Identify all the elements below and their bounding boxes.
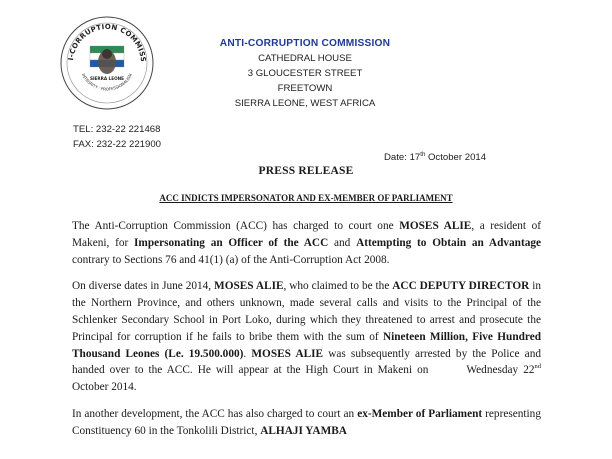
text-run: The Anti-Corruption Commission (ACC) has charged to court one <box>72 220 400 232</box>
text-run: October 2014. <box>72 381 137 394</box>
address-line: 3 GLOUCESTER STREET <box>247 68 363 79</box>
text-run: was subsequently arrested by the Police and handed over to the ACC. He will appear at the High Court in Makeni on <box>72 347 541 377</box>
text-run: and <box>328 236 357 249</box>
release-date <box>384 152 486 163</box>
logo-country-text: SIERRA LEONE <box>89 76 125 81</box>
address-line: CATHEDRAL HOUSE <box>258 53 352 64</box>
text-run: On diverse dates in June 2014, <box>72 280 215 293</box>
logo-motto-text: INTEGRITY · PROFESSIONALISM <box>80 72 134 92</box>
bold-run: Attempting to Obtain an Advantage <box>356 236 542 249</box>
address-line: SIERRA LEONE, WEST AFRICA <box>234 98 376 109</box>
bold-run: MOSES ALIE <box>214 280 284 293</box>
letterhead <box>205 36 405 111</box>
logo-ring-text: I-CORRUPTION COMMISS <box>67 22 148 63</box>
bold-run: MOSES ALIE <box>251 347 324 360</box>
bold-run: ACC DEPUTY DIRECTOR <box>392 280 530 293</box>
text-run: . <box>243 347 252 360</box>
text-run: Wednesday 22 <box>466 364 535 377</box>
document-body <box>72 218 541 450</box>
paragraph-1 <box>72 218 541 268</box>
acc-logo-seal <box>58 14 156 112</box>
bold-run: Nineteen Million, Five Hundred Thousand Leones (Le. 19.500.000) <box>72 330 541 360</box>
telephone: TEL: 232-22 221468 <box>73 124 161 135</box>
contact-block <box>73 122 161 152</box>
ordinal-suffix: nd <box>534 363 541 371</box>
text-run: , who claimed to be the <box>283 280 393 293</box>
bold-run: MOSES ALIE <box>399 220 472 232</box>
headline: ACC INDICTS IMPERSONATOR AND EX-MEMBER OF PARLIAMENT <box>159 193 453 203</box>
date-prefix: Date: 17 <box>384 152 421 164</box>
paragraph-3 <box>72 406 541 440</box>
text-run: contrary to Sections 76 and 41(1) (a) of the Anti-Corruption Act 2008. <box>72 253 390 266</box>
date-suffix: October 2014 <box>425 152 487 164</box>
address-line: FREETOWN <box>277 83 333 94</box>
paragraph-2 <box>72 278 541 396</box>
org-name: ANTI-CORRUPTION COMMISSION <box>219 38 391 49</box>
fax: FAX: 232-22 221900 <box>73 139 162 150</box>
text-run: , a resident of Makeni, for <box>72 220 541 249</box>
text-run: In another development, the ACC has also charged to court an <box>72 407 358 420</box>
bold-run: ALHAJI YAMBA <box>260 424 347 437</box>
text-run: representing Constituency 60 in the Tonkolili District, <box>72 407 541 437</box>
bold-run: ex-Member of Parliament <box>357 407 483 420</box>
bold-run: Impersonating an Officer of the ACC <box>134 236 329 249</box>
date-ordinal: th <box>420 152 426 158</box>
text-run: in the Northern Province, and others unknown, made several calls and visits to the Principal of the Schlenker Secondary School in Port Loko, during which they threatened to arrest and prosecute the Principal for corruption if he fails to bribe them with the sum of <box>72 280 541 343</box>
document-title: PRESS RELEASE <box>258 165 354 177</box>
